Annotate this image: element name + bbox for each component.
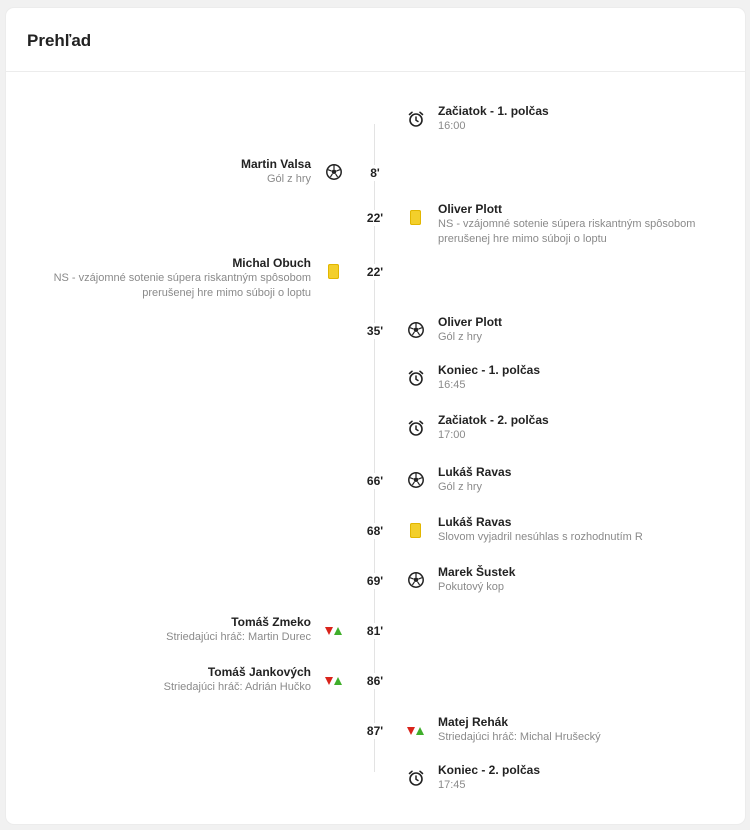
event-minute: 22' [355, 264, 395, 280]
event-minute: 66' [355, 473, 395, 489]
event-detail: Striedajúci hráč: Michal Hrušecký [438, 731, 601, 743]
event-minute: 87' [355, 723, 395, 739]
event-title: Matej Rehák [438, 715, 509, 729]
timeline-event [0, 465, 750, 513]
timeline-event [0, 202, 750, 250]
alarm-icon [407, 369, 425, 387]
substitution-icon [324, 674, 342, 692]
event-text [51, 665, 311, 695]
event-minute: 69' [355, 573, 395, 589]
goal-icon [325, 163, 343, 181]
event-detail: Gól z hry [438, 481, 483, 493]
substitution-icon [406, 724, 424, 742]
event-detail: Striedajúci hráč: Adrián Hučko [163, 681, 311, 693]
event-detail: 16:00 [438, 120, 466, 132]
event-minute: 22' [355, 210, 395, 226]
event-text [51, 615, 311, 645]
event-text [438, 763, 698, 793]
event-detail: Gól z hry [266, 173, 311, 185]
event-minute: 81' [355, 623, 395, 639]
event-title: Koniec - 1. polčas [438, 363, 541, 377]
timeline-event [0, 715, 750, 763]
event-detail: 16:45 [438, 379, 466, 391]
event-text [438, 413, 698, 443]
event-text [438, 104, 698, 134]
event-title: Martin Valsa [240, 157, 311, 171]
timeline-event [0, 615, 750, 663]
yellow-card-icon [410, 210, 421, 225]
event-title: Tomáš Jankových [207, 665, 311, 679]
goal-icon [407, 571, 425, 589]
alarm-icon [407, 419, 425, 437]
event-text [438, 715, 698, 745]
event-detail: 17:45 [438, 779, 466, 791]
event-text [51, 256, 311, 301]
event-text [438, 465, 698, 495]
yellow-card-icon [410, 523, 421, 538]
timeline-event [0, 104, 750, 152]
event-text [438, 515, 698, 545]
event-text [438, 565, 698, 595]
event-title: Lukáš Ravas [438, 515, 512, 529]
goal-icon [407, 471, 425, 489]
event-detail: NS - vzájomné sotenie súpera riskantným spôsobom prerušenej hre mimo súboji o loptu [438, 218, 696, 245]
timeline-event [0, 565, 750, 613]
timeline-event [0, 256, 750, 304]
event-title: Marek Šustek [438, 565, 516, 579]
event-minute: 35' [355, 323, 395, 339]
event-title: Začiatok - 1. polčas [438, 104, 549, 118]
event-title: Tomáš Zmeko [231, 615, 311, 629]
timeline-event [0, 413, 750, 461]
event-text [51, 157, 311, 187]
event-detail: Gól z hry [438, 331, 483, 343]
timeline-event [0, 515, 750, 563]
event-title: Začiatok - 2. polčas [438, 413, 549, 427]
alarm-icon [407, 110, 425, 128]
timeline-event [0, 665, 750, 713]
event-detail: NS - vzájomné sotenie súpera riskantným spôsobom prerušenej hre mimo súboji o loptu [53, 272, 311, 299]
event-detail: Pokutový kop [438, 581, 505, 593]
event-text [438, 363, 698, 393]
timeline-event [0, 763, 750, 811]
yellow-card-icon [328, 264, 339, 279]
timeline-event [0, 315, 750, 363]
event-title: Koniec - 2. polčas [438, 763, 541, 777]
event-minute: 8' [355, 165, 395, 181]
event-title: Michal Obuch [232, 256, 311, 270]
event-minute: 86' [355, 673, 395, 689]
substitution-icon [324, 624, 342, 642]
timeline-event [0, 363, 750, 411]
page-title: Prehľad [27, 31, 92, 50]
timeline-event [0, 157, 750, 205]
event-text [438, 315, 698, 345]
event-minute: 68' [355, 523, 395, 539]
event-title: Oliver Plott [438, 315, 503, 329]
goal-icon [407, 321, 425, 339]
event-text [438, 202, 698, 247]
event-title: Oliver Plott [438, 202, 503, 216]
event-title: Lukáš Ravas [438, 465, 512, 479]
event-detail: Slovom vyjadril nesúhlas s rozhodnutím R [438, 531, 643, 543]
event-detail: Striedajúci hráč: Martin Durec [166, 631, 311, 643]
event-detail: 17:00 [438, 429, 466, 441]
alarm-icon [407, 769, 425, 787]
